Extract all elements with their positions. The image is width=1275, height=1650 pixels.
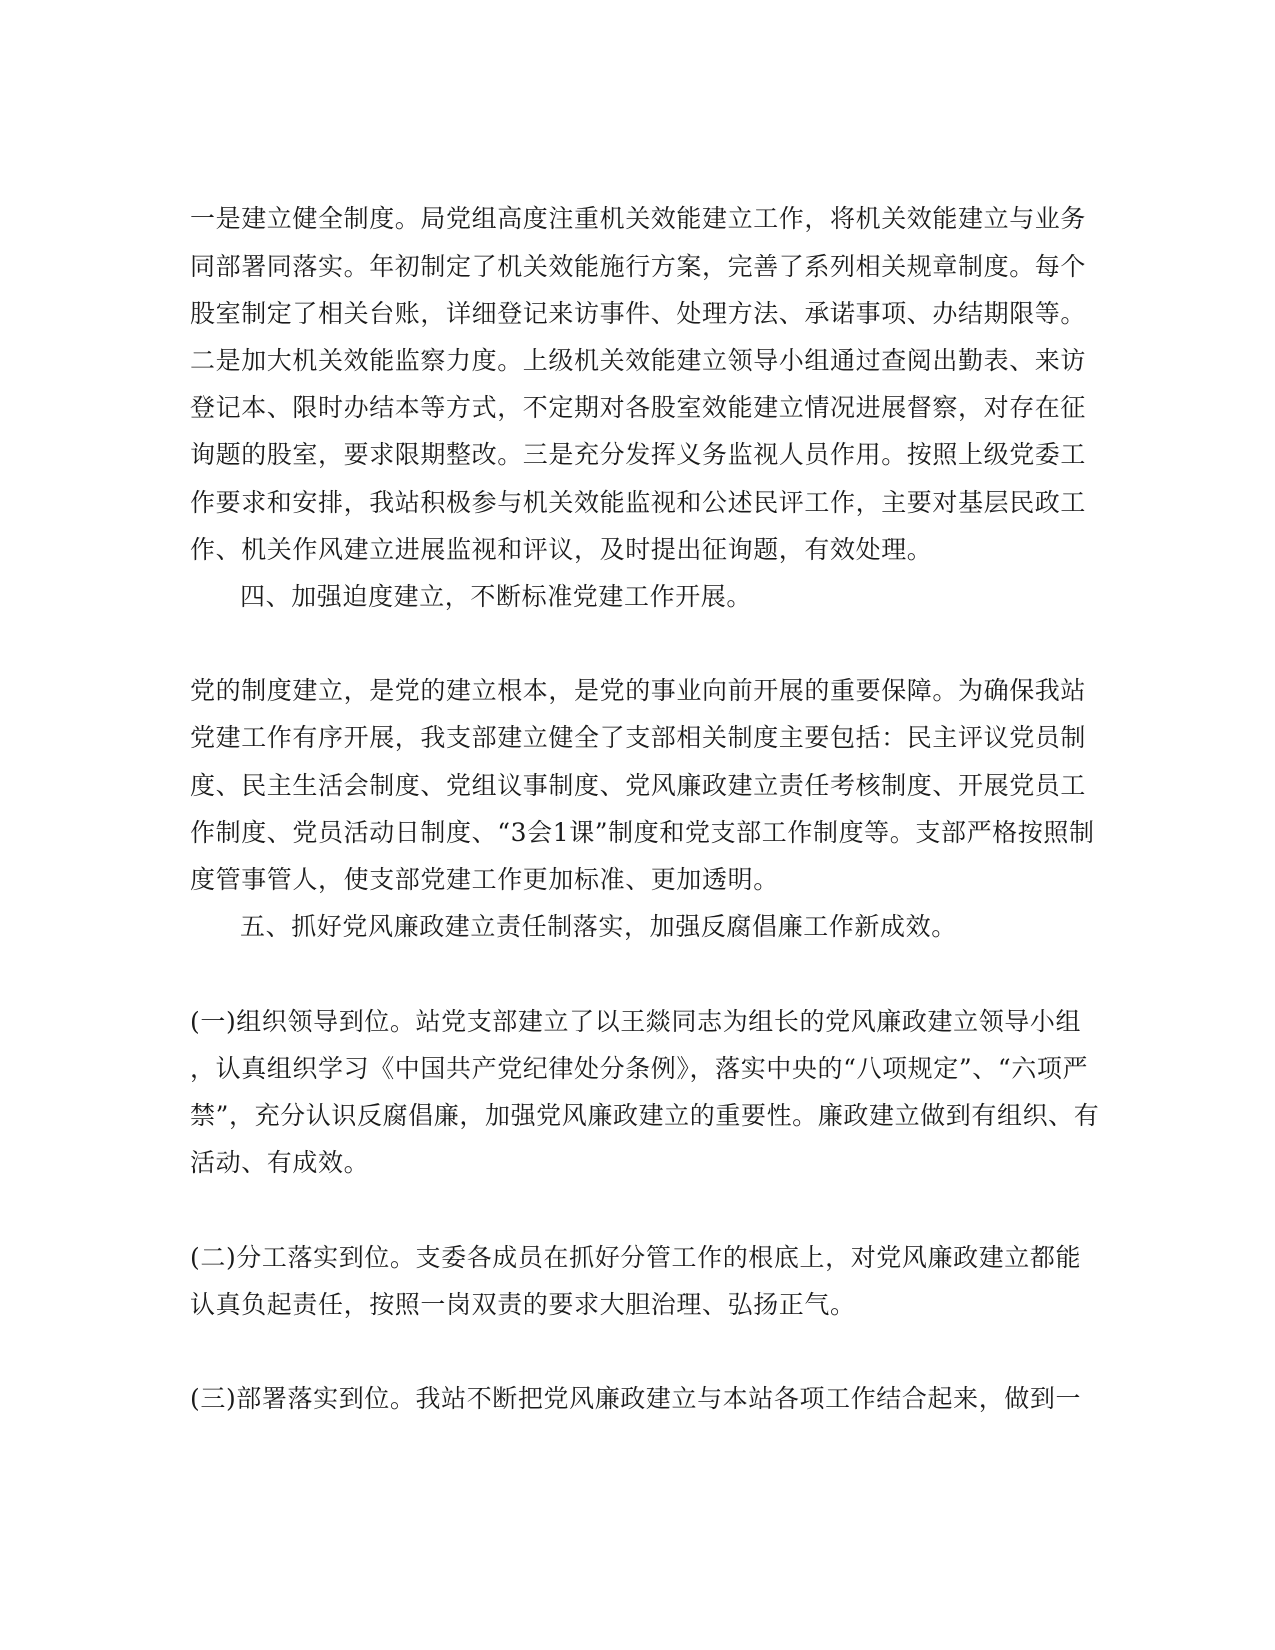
text-line: 党建工作有序开展，我支部建立健全了支部相关制度主要包括：民主评议党员制 <box>190 723 1087 752</box>
text-line: (三)部署落实到位。我站不断把党风廉政建立与本站各项工作结合起来，做到一 <box>190 1384 1082 1413</box>
text-line: 作制度、党员活动日制度、“3会1课”制度和党支部工作制度等。支部严格按照制 <box>190 818 1095 847</box>
section-heading: 五、抓好党风廉政建立责任制落实，加强反腐倡廉工作新成效。 <box>240 912 957 941</box>
text-line: 股室制定了相关台账，详细登记来访事件、处理方法、承诺事项、办结期限等。 <box>190 299 1087 328</box>
text-line: 作要求和安排，我站积极参与机关效能监视和公述民评工作，主要对基层民政工 <box>190 488 1087 517</box>
text-line: 同部署同落实。年初制定了机关效能施行方案，完善了系列相关规章制度。每个 <box>190 252 1087 281</box>
text-line: 一是建立健全制度。局党组高度注重机关效能建立工作，将机关效能建立与业务 <box>190 204 1087 233</box>
text-line: 度管事管人，使支部党建工作更加标准、更加透明。 <box>190 865 779 894</box>
text-line: (二)分工落实到位。支委各成员在抓好分管工作的根底上，对党风廉政建立都能 <box>190 1243 1082 1272</box>
section-heading: 四、加强迫度建立，不断标准党建工作开展。 <box>240 582 753 611</box>
text-line: 认真负起责任，按照一岗双责的要求大胆治理、弘扬正气。 <box>190 1290 856 1319</box>
text-line: 二是加大机关效能监察力度。上级机关效能建立领导小组通过查阅出勤表、来访 <box>190 346 1087 375</box>
text-line: 度、民主生活会制度、党组议事制度、党风廉政建立责任考核制度、开展党员工 <box>190 771 1087 800</box>
text-line: 党的制度建立，是党的建立根本，是党的事业向前开展的重要保障。为确保我站 <box>190 676 1087 705</box>
text-line: (一)组织领导到位。站党支部建立了以王燚同志为组长的党风廉政建立领导小组 <box>190 1007 1082 1036</box>
text-line: 作、机关作风建立进展监视和评议，及时提出征询题，有效处理。 <box>190 535 933 564</box>
text-line: ，认真组织学习《中国共产党纪律处分条例》，落实中央的“八项规定”、“六项严 <box>190 1054 1089 1083</box>
text-line: 活动、有成效。 <box>190 1148 370 1177</box>
text-line: 禁”，充分认识反腐倡廉，加强党风廉政建立的重要性。廉政建立做到有组织、有 <box>190 1101 1100 1130</box>
text-line: 询题的股室，要求限期整改。三是充分发挥义务监视人员作用。按照上级党委工 <box>190 440 1087 469</box>
text-line: 登记本、限时办结本等方式，不定期对各股室效能建立情况进展督察，对存在征 <box>190 393 1087 422</box>
